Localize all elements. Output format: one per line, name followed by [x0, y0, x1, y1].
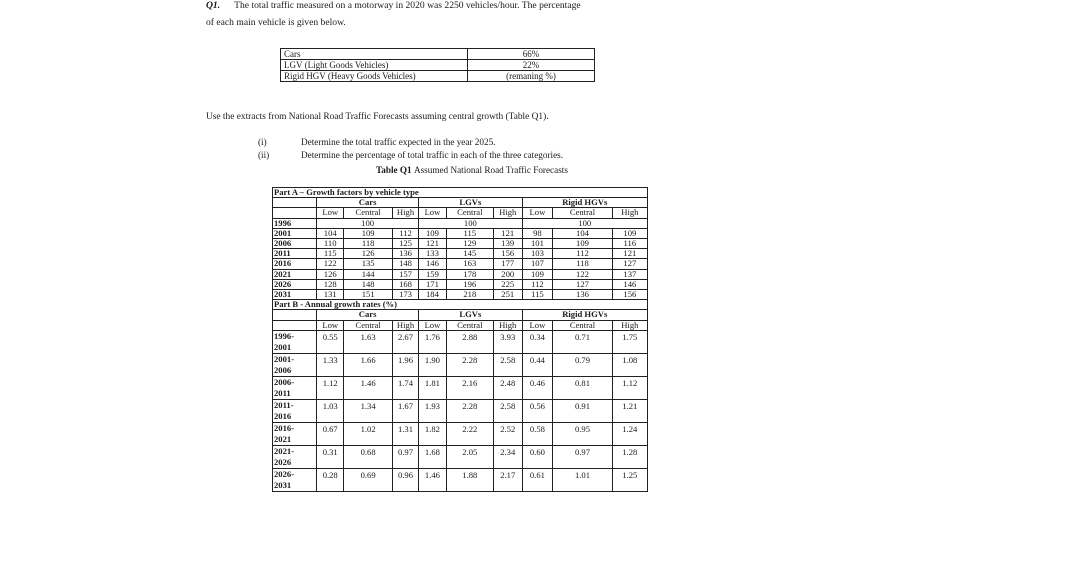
growth-factor-cell: 116 [612, 239, 647, 249]
year-label: 2001 [273, 228, 317, 238]
growth-factor-cell: 112 [553, 249, 612, 259]
growth-rate-cell: 1.08 [612, 353, 647, 376]
growth-rate-row [273, 445, 648, 468]
growth-rate-cell: 1.96 [392, 353, 418, 376]
growth-factor-cell: 157 [392, 269, 418, 279]
growth-factor-cell: 139 [493, 239, 522, 249]
subheader-low: Low [419, 208, 446, 218]
period-start: 2001- [274, 353, 295, 364]
growth-rate-cell: 1.24 [612, 422, 647, 445]
growth-factor-row [273, 228, 648, 238]
growth-rate-cell: 1.01 [553, 468, 612, 491]
share-value: 66% [468, 49, 595, 60]
growth-factor-cell: 156 [493, 249, 522, 259]
growth-rate-cell: 0.81 [553, 376, 612, 399]
growth-rate-cell: 1.12 [316, 376, 343, 399]
part-b-title: Part B - Annual growth rates (%) [273, 300, 648, 310]
period-start: 2006- [274, 376, 295, 387]
growth-factor-cell: 109 [553, 239, 612, 249]
growth-factor-cell: 184 [419, 290, 446, 300]
growth-factor-cell: 156 [612, 290, 647, 300]
growth-rate-cell: 0.46 [522, 376, 553, 399]
growth-factor-cell: 144 [344, 269, 392, 279]
question-text-line2: of each main vehicle is given below. [206, 17, 346, 28]
subheader-row [273, 208, 648, 218]
growth-factor-cell: 115 [316, 249, 343, 259]
period-start: 2026- [274, 468, 295, 479]
growth-rate-cell: 1.66 [344, 353, 392, 376]
period-end: 2006 [274, 364, 292, 375]
corner-cell [273, 198, 317, 208]
share-label: Cars [281, 49, 468, 60]
growth-rate-cell: 1.90 [419, 353, 446, 376]
growth-rate-cell: 1.25 [612, 468, 647, 491]
growth-factor-cell: 115 [522, 290, 553, 300]
growth-rate-cell: 1.12 [612, 376, 647, 399]
period-end: 2016 [274, 410, 292, 421]
growth-factor-cell: 118 [344, 239, 392, 249]
group-header: Rigid HGVs [522, 198, 647, 208]
growth-factor-cell: 104 [316, 228, 343, 238]
group-header: Cars [316, 310, 418, 320]
base-value: 100 [522, 218, 647, 228]
corner-cell [273, 208, 317, 218]
period-label [273, 353, 317, 376]
growth-factor-cell: 109 [612, 228, 647, 238]
growth-factor-row [273, 269, 648, 279]
growth-factor-cell: 137 [612, 269, 647, 279]
subheader-low: Low [316, 208, 343, 218]
growth-rate-row [273, 330, 648, 353]
growth-rate-cell: 0.97 [392, 445, 418, 468]
instruction-text: Use the extracts from National Road Traffic Forecasts assuming central growth (Table Q1). [206, 112, 549, 122]
growth-rate-row [273, 422, 648, 445]
growth-rate-row [273, 353, 648, 376]
growth-factor-cell: 127 [612, 259, 647, 269]
share-row [281, 60, 595, 71]
year-label: 1996 [273, 218, 317, 228]
growth-rate-cell: 1.74 [392, 376, 418, 399]
share-label: Rigid HGV (Heavy Goods Vehicles) [281, 71, 468, 82]
growth-factor-cell: 196 [446, 279, 493, 289]
share-value: (remaning %) [468, 71, 595, 82]
growth-factor-cell: 218 [446, 290, 493, 300]
growth-rate-cell: 1.31 [392, 422, 418, 445]
growth-rate-cell: 1.75 [612, 330, 647, 353]
growth-factor-cell: 112 [392, 228, 418, 238]
growth-factor-cell: 129 [446, 239, 493, 249]
growth-factor-row [273, 259, 648, 269]
growth-factor-row [273, 279, 648, 289]
growth-factor-cell: 115 [446, 228, 493, 238]
growth-rate-row [273, 468, 648, 491]
growth-rate-cell: 2.34 [493, 445, 522, 468]
group-header: LGVs [419, 310, 522, 320]
period-end: 2021 [274, 433, 292, 444]
growth-rate-cell: 1.88 [446, 468, 493, 491]
growth-factor-cell: 135 [344, 259, 392, 269]
growth-factor-cell: 109 [419, 228, 446, 238]
growth-rate-cell: 1.81 [419, 376, 446, 399]
growth-rate-cell: 0.55 [316, 330, 343, 353]
growth-rate-cell: 2.28 [446, 399, 493, 422]
table-caption-text: Assumed National Road Traffic Forecasts [413, 165, 568, 175]
growth-rate-row [273, 399, 648, 422]
growth-rate-cell: 1.46 [419, 468, 446, 491]
subheader-low: Low [316, 320, 343, 330]
subheader-central: Central [553, 320, 612, 330]
group-header-row [273, 198, 648, 208]
growth-rate-cell: 1.33 [316, 353, 343, 376]
growth-factor-cell: 148 [392, 259, 418, 269]
share-row [281, 71, 595, 82]
growth-rate-cell: 0.97 [553, 445, 612, 468]
growth-rate-cell: 0.58 [522, 422, 553, 445]
growth-rate-cell: 0.34 [522, 330, 553, 353]
growth-rate-cell: 0.79 [553, 353, 612, 376]
period-label [273, 376, 317, 399]
group-header: Cars [316, 198, 418, 208]
growth-factor-cell: 110 [316, 239, 343, 249]
growth-rate-cell: 2.17 [493, 468, 522, 491]
growth-rate-cell: 3.93 [493, 330, 522, 353]
subheader-high: High [392, 208, 418, 218]
task-text-1: Determine the total traffic expected in the year 2025. [301, 137, 496, 147]
growth-factor-cell: 104 [553, 228, 612, 238]
year-label: 2021 [273, 269, 317, 279]
base-value: 100 [419, 218, 522, 228]
growth-rate-cell: 1.34 [344, 399, 392, 422]
subheader-central: Central [446, 320, 493, 330]
period-label [273, 422, 317, 445]
period-end: 2026 [274, 456, 292, 467]
share-row [281, 49, 595, 60]
table-caption-label: Table Q1 [376, 165, 412, 175]
growth-rate-cell: 0.28 [316, 468, 343, 491]
period-end: 2001 [274, 341, 292, 352]
growth-factor-cell: 148 [344, 279, 392, 289]
growth-rate-cell: 2.88 [446, 330, 493, 353]
corner-cell [273, 310, 317, 320]
growth-rate-cell: 1.21 [612, 399, 647, 422]
growth-factor-cell: 173 [392, 290, 418, 300]
growth-rate-cell: 0.68 [344, 445, 392, 468]
growth-factor-cell: 125 [392, 239, 418, 249]
growth-rate-cell: 1.76 [419, 330, 446, 353]
share-label: LGV (Light Goods Vehicles) [281, 60, 468, 71]
growth-rate-cell: 0.69 [344, 468, 392, 491]
growth-factor-cell: 107 [522, 259, 553, 269]
growth-rate-cell: 1.63 [344, 330, 392, 353]
period-label [273, 445, 317, 468]
subheader-high: High [392, 320, 418, 330]
growth-factor-cell: 126 [344, 249, 392, 259]
period-label [273, 468, 317, 491]
growth-factor-cell: 118 [553, 259, 612, 269]
part-a-title-row [273, 188, 648, 198]
growth-factor-row [273, 290, 648, 300]
growth-factor-cell: 103 [522, 249, 553, 259]
traffic-forecast-table [272, 187, 648, 492]
growth-factor-cell: 121 [612, 249, 647, 259]
subheader-low: Low [522, 320, 553, 330]
growth-factor-cell: 122 [316, 259, 343, 269]
growth-rate-cell: 2.58 [493, 399, 522, 422]
growth-rate-cell: 0.96 [392, 468, 418, 491]
growth-factor-cell: 151 [344, 290, 392, 300]
growth-factor-cell: 177 [493, 259, 522, 269]
growth-rate-row [273, 376, 648, 399]
growth-factor-cell: 163 [446, 259, 493, 269]
growth-factor-cell: 121 [493, 228, 522, 238]
growth-rate-cell: 1.68 [419, 445, 446, 468]
year-label: 2031 [273, 290, 317, 300]
period-label [273, 399, 317, 422]
growth-rate-cell: 0.91 [553, 399, 612, 422]
part-a-title: Part A – Growth factors by vehicle type [273, 188, 648, 198]
year-label: 2011 [273, 249, 317, 259]
growth-factor-cell: 146 [419, 259, 446, 269]
growth-factor-cell: 121 [419, 239, 446, 249]
subheader-central: Central [446, 208, 493, 218]
growth-factor-cell: 131 [316, 290, 343, 300]
growth-rate-cell: 1.02 [344, 422, 392, 445]
growth-factor-cell: 145 [446, 249, 493, 259]
growth-factor-cell: 168 [392, 279, 418, 289]
growth-rate-cell: 0.71 [553, 330, 612, 353]
base-value: 100 [316, 218, 418, 228]
question-text-line1: The total traffic measured on a motorway in 2020 was 2250 vehicles/hour. The percentage [234, 0, 581, 11]
growth-factor-cell: 251 [493, 290, 522, 300]
group-header: LGVs [419, 198, 522, 208]
growth-factor-cell: 136 [392, 249, 418, 259]
period-end: 2011 [274, 387, 291, 398]
base-year-row [273, 218, 648, 228]
subheader-central: Central [553, 208, 612, 218]
growth-factor-cell: 122 [553, 269, 612, 279]
growth-rate-cell: 1.82 [419, 422, 446, 445]
growth-factor-cell: 127 [553, 279, 612, 289]
group-header: Rigid HGVs [522, 310, 647, 320]
growth-factor-cell: 109 [344, 228, 392, 238]
task-text-2: Determine the percentage of total traffic in each of the three categories. [301, 150, 564, 160]
growth-factor-row [273, 239, 648, 249]
period-end: 2031 [274, 479, 292, 490]
year-label: 2006 [273, 239, 317, 249]
growth-rate-cell: 2.05 [446, 445, 493, 468]
task-number-1: (i) [258, 137, 267, 147]
growth-factor-cell: 133 [419, 249, 446, 259]
growth-rate-cell: 0.60 [522, 445, 553, 468]
growth-rate-cell: 2.48 [493, 376, 522, 399]
subheader-high: High [612, 320, 647, 330]
growth-rate-cell: 1.28 [612, 445, 647, 468]
subheader-central: Central [344, 208, 392, 218]
subheader-central: Central [344, 320, 392, 330]
subheader-high: High [493, 208, 522, 218]
subheader-high: High [493, 320, 522, 330]
growth-factor-cell: 178 [446, 269, 493, 279]
growth-factor-cell: 128 [316, 279, 343, 289]
growth-rate-cell: 2.52 [493, 422, 522, 445]
subheader-low: Low [419, 320, 446, 330]
growth-factor-cell: 171 [419, 279, 446, 289]
growth-factor-cell: 146 [612, 279, 647, 289]
group-header-row [273, 310, 648, 320]
growth-rate-cell: 0.56 [522, 399, 553, 422]
growth-rate-cell: 1.93 [419, 399, 446, 422]
growth-factor-cell: 200 [493, 269, 522, 279]
year-label: 2016 [273, 259, 317, 269]
period-start: 2016- [274, 422, 295, 433]
growth-factor-cell: 109 [522, 269, 553, 279]
year-label: 2026 [273, 279, 317, 289]
growth-factor-cell: 136 [553, 290, 612, 300]
growth-factor-cell: 225 [493, 279, 522, 289]
growth-factor-row [273, 249, 648, 259]
table-caption [376, 165, 568, 175]
growth-rate-cell: 0.67 [316, 422, 343, 445]
growth-rate-cell: 0.44 [522, 353, 553, 376]
period-start: 2021- [274, 445, 295, 456]
growth-rate-cell: 1.46 [344, 376, 392, 399]
growth-rate-cell: 2.22 [446, 422, 493, 445]
growth-rate-cell: 0.61 [522, 468, 553, 491]
growth-factor-cell: 101 [522, 239, 553, 249]
growth-rate-cell: 1.67 [392, 399, 418, 422]
growth-rate-cell: 2.16 [446, 376, 493, 399]
subheader-low: Low [522, 208, 553, 218]
growth-factor-cell: 126 [316, 269, 343, 279]
subheader-row [273, 320, 648, 330]
part-b-title-row [273, 300, 648, 310]
period-start: 2011- [274, 399, 294, 410]
period-start: 1996- [274, 330, 295, 341]
subheader-high: High [612, 208, 647, 218]
growth-rate-cell: 2.67 [392, 330, 418, 353]
growth-factor-cell: 98 [522, 228, 553, 238]
share-value: 22% [468, 60, 595, 71]
growth-rate-cell: 2.28 [446, 353, 493, 376]
vehicle-share-table [280, 48, 595, 82]
period-label [273, 330, 317, 353]
growth-factor-cell: 159 [419, 269, 446, 279]
growth-rate-cell: 0.31 [316, 445, 343, 468]
corner-cell [273, 320, 317, 330]
growth-rate-cell: 0.95 [553, 422, 612, 445]
question-number: Q1. [206, 0, 221, 11]
question-heading [206, 0, 581, 11]
growth-rate-cell: 2.58 [493, 353, 522, 376]
task-number-2: (ii) [258, 150, 270, 160]
growth-rate-cell: 1.03 [316, 399, 343, 422]
growth-factor-cell: 112 [522, 279, 553, 289]
